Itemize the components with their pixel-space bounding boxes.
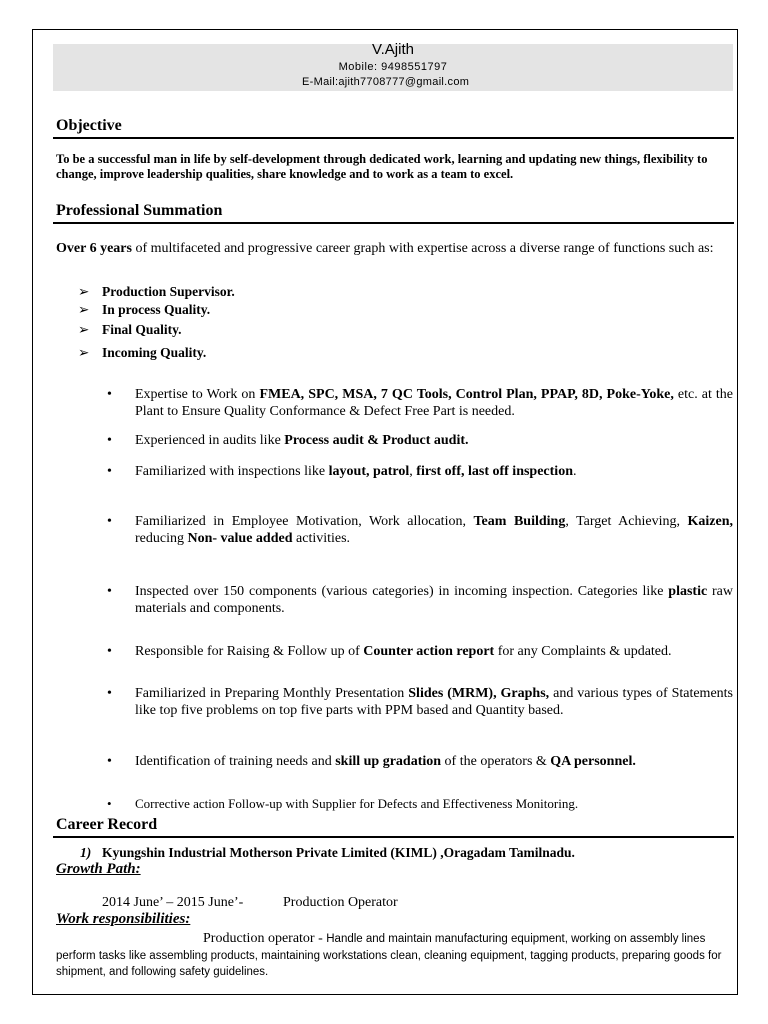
- expertise-text: Experienced in audits like Process audit & Product audit.: [135, 433, 469, 448]
- experience-years: Over 6 years: [56, 241, 132, 256]
- bullet-icon: •: [107, 464, 112, 479]
- summation-heading: Professional Summation: [56, 202, 223, 219]
- company-entry: [80, 845, 575, 861]
- expertise-item: [107, 643, 733, 660]
- expertise-item: [107, 432, 733, 449]
- expertise-text: Inspected over 150 components (various categories) in incoming inspection. Categories like plastic raw materials and components.: [135, 584, 733, 616]
- bullet-icon: •: [107, 644, 112, 659]
- expertise-text: Familiarized in Employee Motivation, Work allocation, Team Building, Target Achieving, Kaizen, reducing Non- value added activities.: [135, 514, 734, 546]
- summation-intro-rest: of multifaceted and progressive career graph with expertise across a diverse range of functions such as:: [131, 241, 714, 256]
- job-role: Production Operator: [283, 895, 398, 910]
- contact-header: [53, 41, 733, 91]
- bullet-icon: •: [107, 584, 112, 599]
- function-label: Final Quality.: [102, 322, 182, 337]
- function-item: [78, 322, 182, 338]
- expertise-text: Familiarized in Preparing Monthly Presentation Slides (MRM), Graphs, and various types of Statements like top five problems on top five parts with PPM based and Quantity based.: [135, 686, 734, 718]
- expertise-text: Corrective action Follow-up with Supplier for Defects and Effectiveness Monitoring.: [135, 796, 579, 811]
- function-item: [78, 302, 210, 318]
- expertise-item: [107, 386, 733, 420]
- summation-intro: [56, 240, 736, 257]
- email-address: E-Mail:ajith7708777@gmail.com: [302, 76, 470, 88]
- work-description: Handle and maintain manufacturing equipment, working on assembly lines perform tasks like assembling products, maintaining workstations clean, cleaning equipment, tagging products, preparing goods for shipment, and following safety guidelines.: [56, 933, 722, 978]
- work-responsibilities-text: [56, 931, 726, 981]
- expertise-text: Responsible for Raising & Follow up of Counter action report for any Complaints & updated.: [135, 644, 672, 659]
- employment-period: 2014 June’ – 2015 June’-: [102, 895, 244, 910]
- arrow-icon: ➢: [78, 284, 90, 299]
- function-item: [78, 345, 206, 361]
- bullet-icon: •: [107, 686, 112, 701]
- bullet-icon: •: [107, 754, 112, 769]
- expertise-item: [107, 685, 734, 719]
- objective-rule: [53, 137, 734, 139]
- expertise-item: [107, 583, 733, 617]
- growth-path-heading: Growth Path:: [56, 861, 141, 877]
- arrow-icon: ➢: [78, 345, 90, 360]
- expertise-item: [107, 795, 733, 812]
- summation-rule: [53, 222, 734, 224]
- arrow-icon: ➢: [78, 322, 90, 337]
- expertise-text: Expertise to Work on FMEA, SPC, MSA, 7 QC Tools, Control Plan, PPAP, 8D, Poke-Yoke, etc. at the Plant to Ensure Quality Conformance & Defect Free Part is needed.: [135, 387, 733, 419]
- mobile-number: Mobile: 9498551797: [338, 61, 448, 73]
- objective-text: To be a successful man in life by self-development through dedicated work, learning and updating new things, flexibility to change, improve leadership qualities, share knowledge and to work as a team to excel.: [56, 152, 708, 181]
- company-name: Kyungshin Industrial Motherson Private Limited (KIML) ,Oragadam Tamilnadu.: [102, 845, 575, 860]
- bullet-icon: •: [107, 433, 112, 448]
- work-lead: Production operator -: [203, 931, 327, 946]
- bullet-icon: •: [107, 796, 112, 811]
- expertise-item: [107, 463, 733, 480]
- candidate-name: V.Ajith: [372, 41, 414, 58]
- expertise-item: [107, 513, 734, 547]
- expertise-text: Familiarized with inspections like layout, patrol, first off, last off inspection.: [135, 464, 577, 479]
- work-responsibilities-heading: Work responsibilities:: [56, 911, 191, 927]
- expertise-item: [107, 753, 733, 770]
- arrow-icon: ➢: [78, 302, 90, 317]
- career-heading: Career Record: [56, 816, 158, 833]
- function-item: [78, 284, 235, 300]
- company-index: 1): [80, 845, 92, 860]
- expertise-text: Identification of training needs and skill up gradation of the operators & QA personnel.: [135, 754, 636, 769]
- bullet-icon: •: [107, 387, 112, 402]
- career-rule: [53, 836, 734, 838]
- function-label: In process Quality.: [102, 302, 211, 317]
- objective-heading: Objective: [56, 117, 122, 134]
- bullet-icon: •: [107, 514, 112, 529]
- function-label: Production Supervisor.: [102, 284, 235, 299]
- function-label: Incoming Quality.: [102, 345, 207, 360]
